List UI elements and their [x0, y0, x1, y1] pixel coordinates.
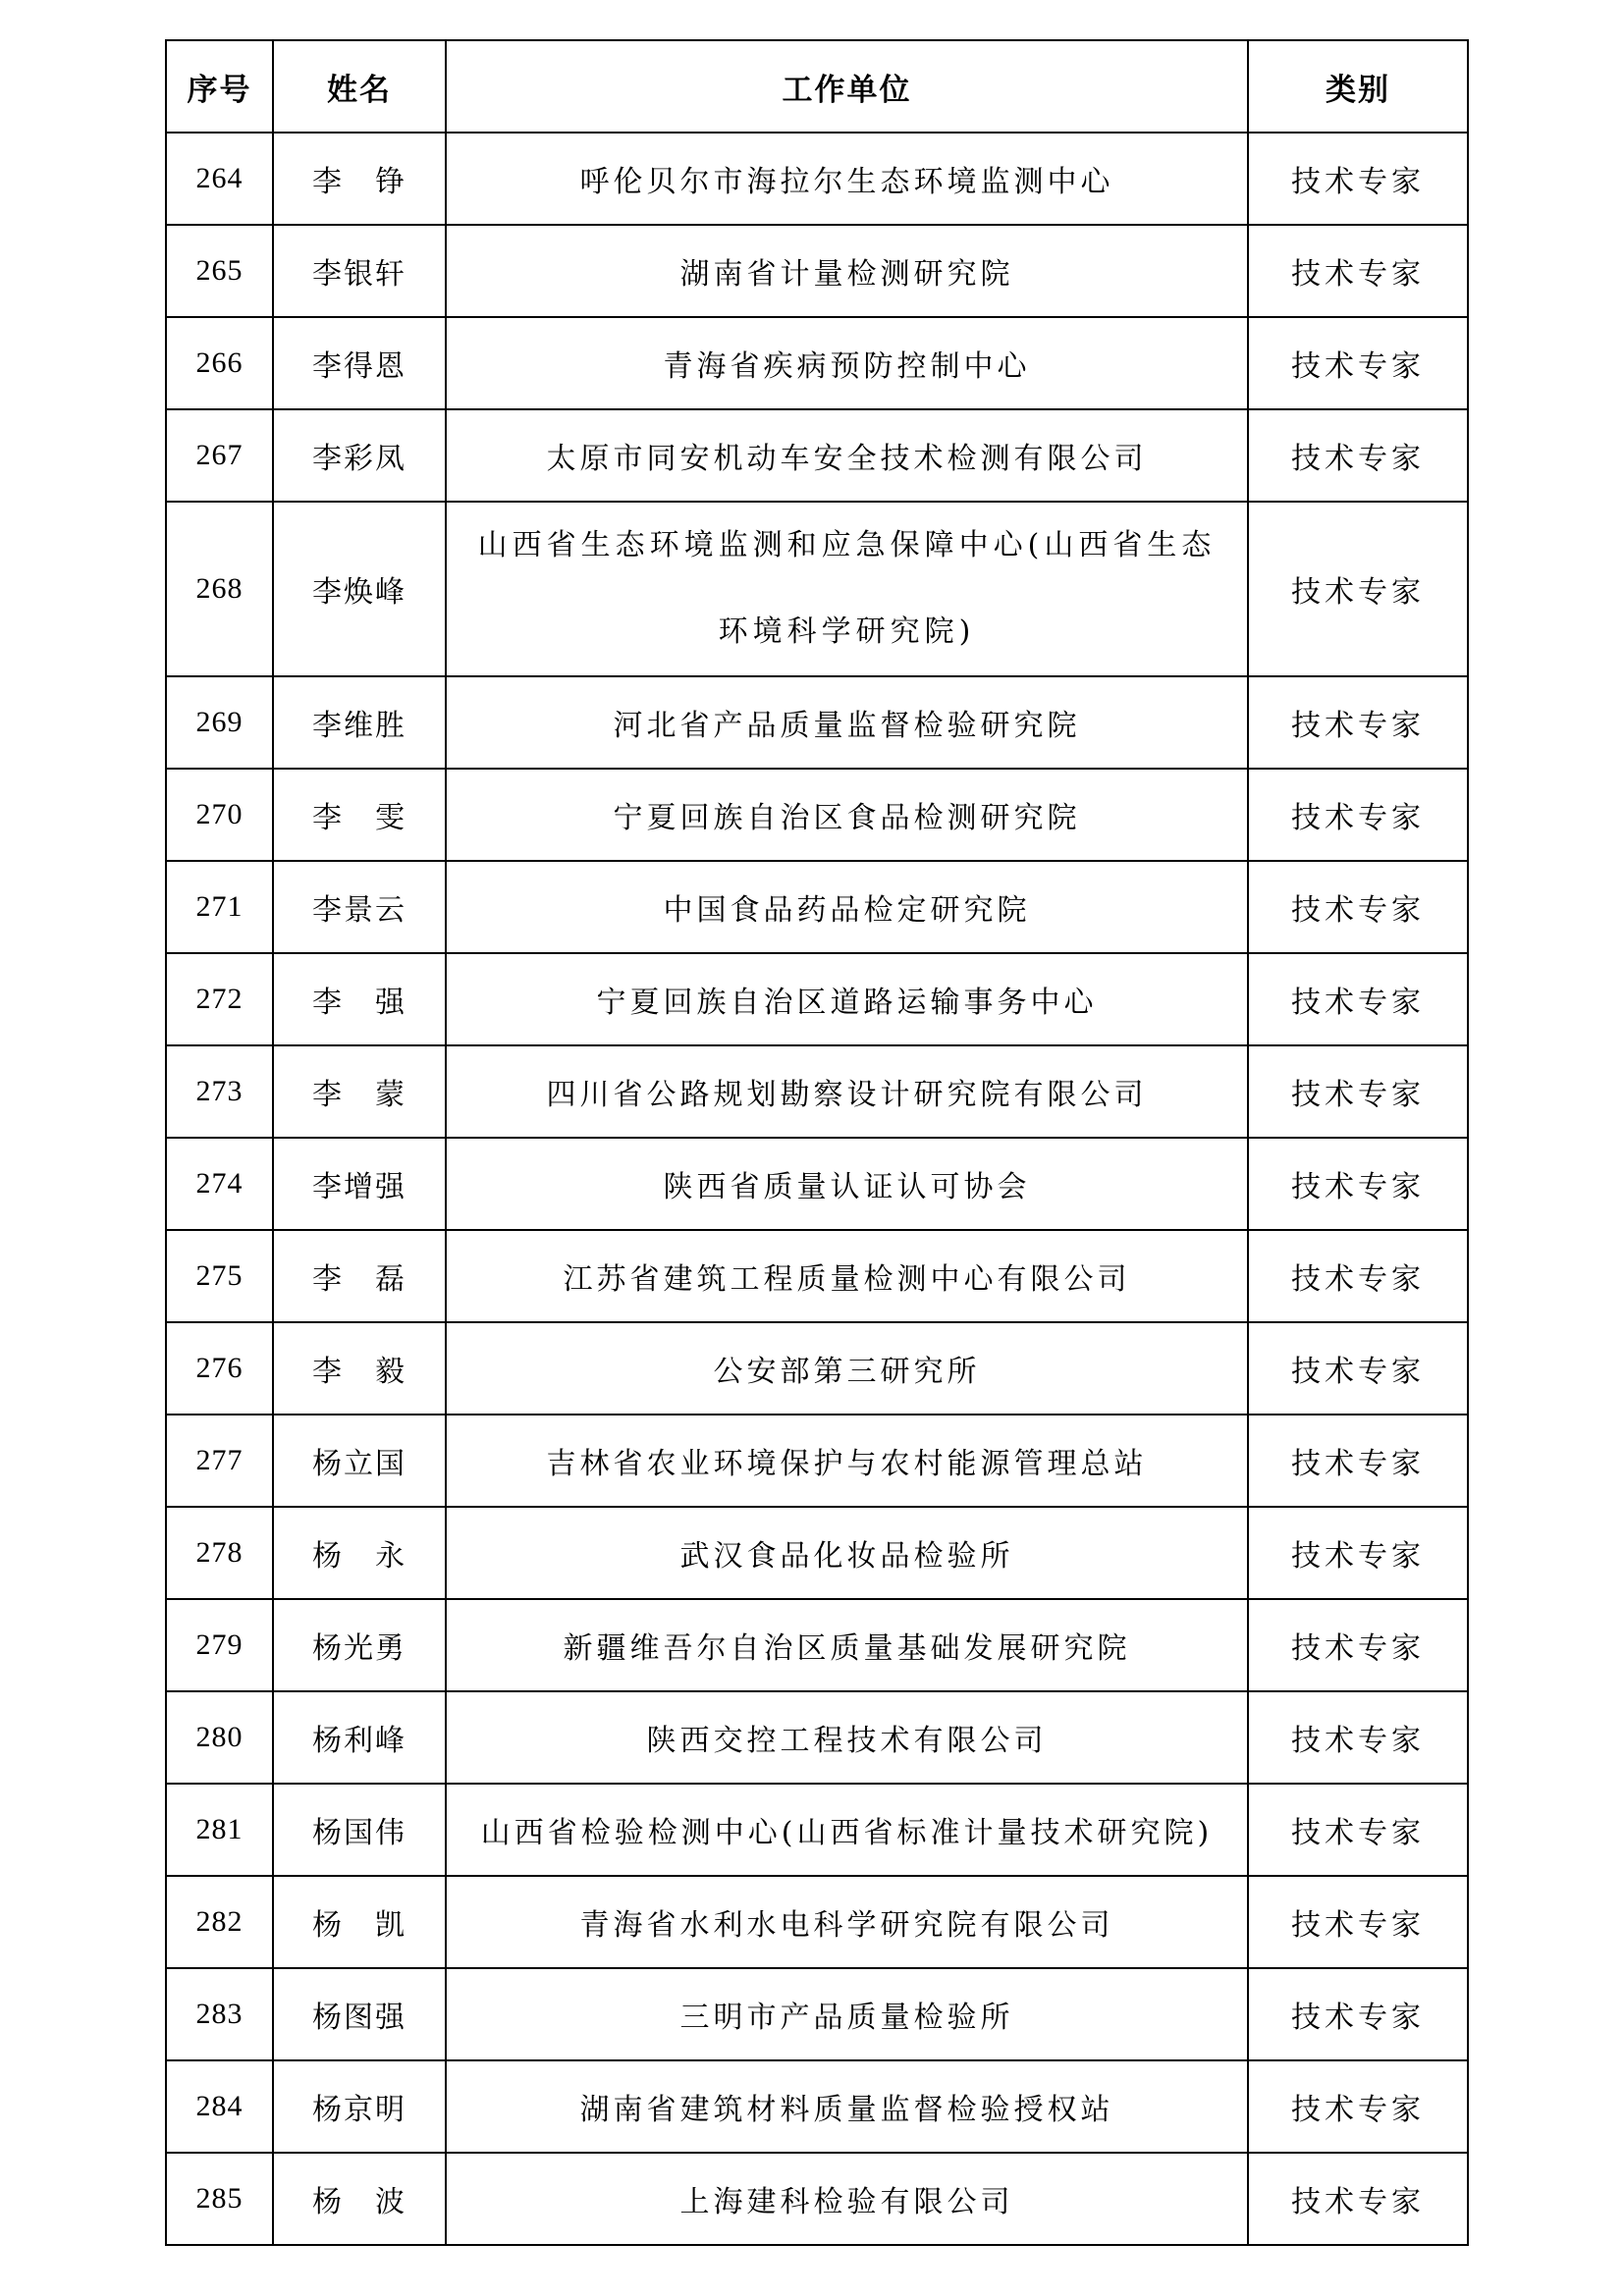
cell-name: 李银轩	[273, 225, 446, 317]
cell-name: 杨国伟	[273, 1784, 446, 1876]
table-row	[166, 1322, 1468, 1415]
cell-seq: 275	[166, 1230, 273, 1322]
cell-seq: 266	[166, 317, 273, 409]
cell-unit: 陕西交控工程技术有限公司	[446, 1691, 1248, 1784]
cell-unit: 河北省产品质量监督检验研究院	[446, 676, 1248, 769]
cell-seq: 265	[166, 225, 273, 317]
cell-seq: 264	[166, 133, 273, 225]
header-seq: 序号	[166, 40, 273, 133]
cell-name: 杨立国	[273, 1415, 446, 1507]
table-row	[166, 133, 1468, 225]
cell-seq: 279	[166, 1599, 273, 1691]
table-row	[166, 409, 1468, 502]
cell-category: 技术专家	[1248, 1507, 1468, 1599]
cell-seq: 268	[166, 502, 273, 676]
cell-unit: 呼伦贝尔市海拉尔生态环境监测中心	[446, 133, 1248, 225]
cell-unit: 上海建科检验有限公司	[446, 2153, 1248, 2245]
cell-seq: 274	[166, 1138, 273, 1230]
table-row	[166, 861, 1468, 953]
table-row	[166, 2153, 1468, 2245]
cell-name: 李得恩	[273, 317, 446, 409]
cell-name: 杨利峰	[273, 1691, 446, 1784]
table-row	[166, 1415, 1468, 1507]
cell-name: 杨 凯	[273, 1876, 446, 1968]
cell-name: 李 蒙	[273, 1045, 446, 1138]
cell-name: 李焕峰	[273, 502, 446, 676]
cell-name: 杨光勇	[273, 1599, 446, 1691]
table-row	[166, 502, 1468, 676]
cell-category: 技术专家	[1248, 1415, 1468, 1507]
header-unit: 工作单位	[446, 40, 1248, 133]
expert-roster-table	[165, 39, 1469, 2246]
cell-seq: 272	[166, 953, 273, 1045]
cell-category: 技术专家	[1248, 1138, 1468, 1230]
cell-name: 李增强	[273, 1138, 446, 1230]
table-row	[166, 1968, 1468, 2060]
cell-category: 技术专家	[1248, 769, 1468, 861]
cell-name: 李维胜	[273, 676, 446, 769]
table-body	[166, 133, 1468, 2245]
cell-unit: 中国食品药品检定研究院	[446, 861, 1248, 953]
cell-seq: 281	[166, 1784, 273, 1876]
cell-seq: 269	[166, 676, 273, 769]
table-row	[166, 225, 1468, 317]
cell-unit: 山西省检验检测中心(山西省标准计量技术研究院)	[446, 1784, 1248, 1876]
header-row	[166, 40, 1468, 133]
cell-category: 技术专家	[1248, 502, 1468, 676]
cell-category: 技术专家	[1248, 1968, 1468, 2060]
cell-name: 杨京明	[273, 2060, 446, 2153]
cell-category: 技术专家	[1248, 409, 1468, 502]
cell-name: 杨 永	[273, 1507, 446, 1599]
cell-seq: 285	[166, 2153, 273, 2245]
cell-name: 李 铮	[273, 133, 446, 225]
cell-seq: 273	[166, 1045, 273, 1138]
cell-name: 李景云	[273, 861, 446, 953]
cell-category: 技术专家	[1248, 953, 1468, 1045]
cell-category: 技术专家	[1248, 317, 1468, 409]
header-name: 姓名	[273, 40, 446, 133]
table-header	[166, 40, 1468, 133]
cell-unit: 湖南省建筑材料质量监督检验授权站	[446, 2060, 1248, 2153]
header-category: 类别	[1248, 40, 1468, 133]
table-row	[166, 2060, 1468, 2153]
cell-unit: 山西省生态环境监测和应急保障中心(山西省生态环境科学研究院)	[446, 502, 1248, 676]
cell-seq: 283	[166, 1968, 273, 2060]
cell-seq: 278	[166, 1507, 273, 1599]
cell-unit: 湖南省计量检测研究院	[446, 225, 1248, 317]
table-row	[166, 1784, 1468, 1876]
cell-category: 技术专家	[1248, 225, 1468, 317]
cell-unit: 陕西省质量认证认可协会	[446, 1138, 1248, 1230]
cell-seq: 271	[166, 861, 273, 953]
cell-category: 技术专家	[1248, 861, 1468, 953]
cell-unit: 三明市产品质量检验所	[446, 1968, 1248, 2060]
cell-category: 技术专家	[1248, 1045, 1468, 1138]
cell-seq: 270	[166, 769, 273, 861]
cell-seq: 267	[166, 409, 273, 502]
cell-unit: 四川省公路规划勘察设计研究院有限公司	[446, 1045, 1248, 1138]
cell-name: 李 强	[273, 953, 446, 1045]
cell-name: 杨图强	[273, 1968, 446, 2060]
cell-unit: 太原市同安机动车安全技术检测有限公司	[446, 409, 1248, 502]
cell-category: 技术专家	[1248, 1691, 1468, 1784]
table-row	[166, 317, 1468, 409]
cell-category: 技术专家	[1248, 1322, 1468, 1415]
cell-unit: 武汉食品化妆品检验所	[446, 1507, 1248, 1599]
cell-name: 李彩凤	[273, 409, 446, 502]
cell-seq: 277	[166, 1415, 273, 1507]
cell-category: 技术专家	[1248, 2153, 1468, 2245]
cell-seq: 280	[166, 1691, 273, 1784]
cell-name: 杨 波	[273, 2153, 446, 2245]
cell-unit: 公安部第三研究所	[446, 1322, 1248, 1415]
table-row	[166, 676, 1468, 769]
cell-unit: 江苏省建筑工程质量检测中心有限公司	[446, 1230, 1248, 1322]
cell-category: 技术专家	[1248, 1230, 1468, 1322]
cell-unit: 青海省疾病预防控制中心	[446, 317, 1248, 409]
table-row	[166, 1507, 1468, 1599]
table-row	[166, 1138, 1468, 1230]
cell-name: 李 雯	[273, 769, 446, 861]
table-row	[166, 1876, 1468, 1968]
cell-unit: 宁夏回族自治区道路运输事务中心	[446, 953, 1248, 1045]
table-row	[166, 769, 1468, 861]
cell-unit: 吉林省农业环境保护与农村能源管理总站	[446, 1415, 1248, 1507]
cell-category: 技术专家	[1248, 676, 1468, 769]
cell-unit: 宁夏回族自治区食品检测研究院	[446, 769, 1248, 861]
cell-unit: 青海省水利水电科学研究院有限公司	[446, 1876, 1248, 1968]
cell-seq: 284	[166, 2060, 273, 2153]
table-row	[166, 1045, 1468, 1138]
cell-name: 李 毅	[273, 1322, 446, 1415]
cell-category: 技术专家	[1248, 1876, 1468, 1968]
table-row	[166, 1599, 1468, 1691]
cell-seq: 276	[166, 1322, 273, 1415]
table-row	[166, 1230, 1468, 1322]
cell-category: 技术专家	[1248, 1599, 1468, 1691]
cell-seq: 282	[166, 1876, 273, 1968]
cell-category: 技术专家	[1248, 1784, 1468, 1876]
cell-unit: 新疆维吾尔自治区质量基础发展研究院	[446, 1599, 1248, 1691]
cell-name: 李 磊	[273, 1230, 446, 1322]
cell-category: 技术专家	[1248, 133, 1468, 225]
cell-category: 技术专家	[1248, 2060, 1468, 2153]
table-row	[166, 953, 1468, 1045]
table-row	[166, 1691, 1468, 1784]
